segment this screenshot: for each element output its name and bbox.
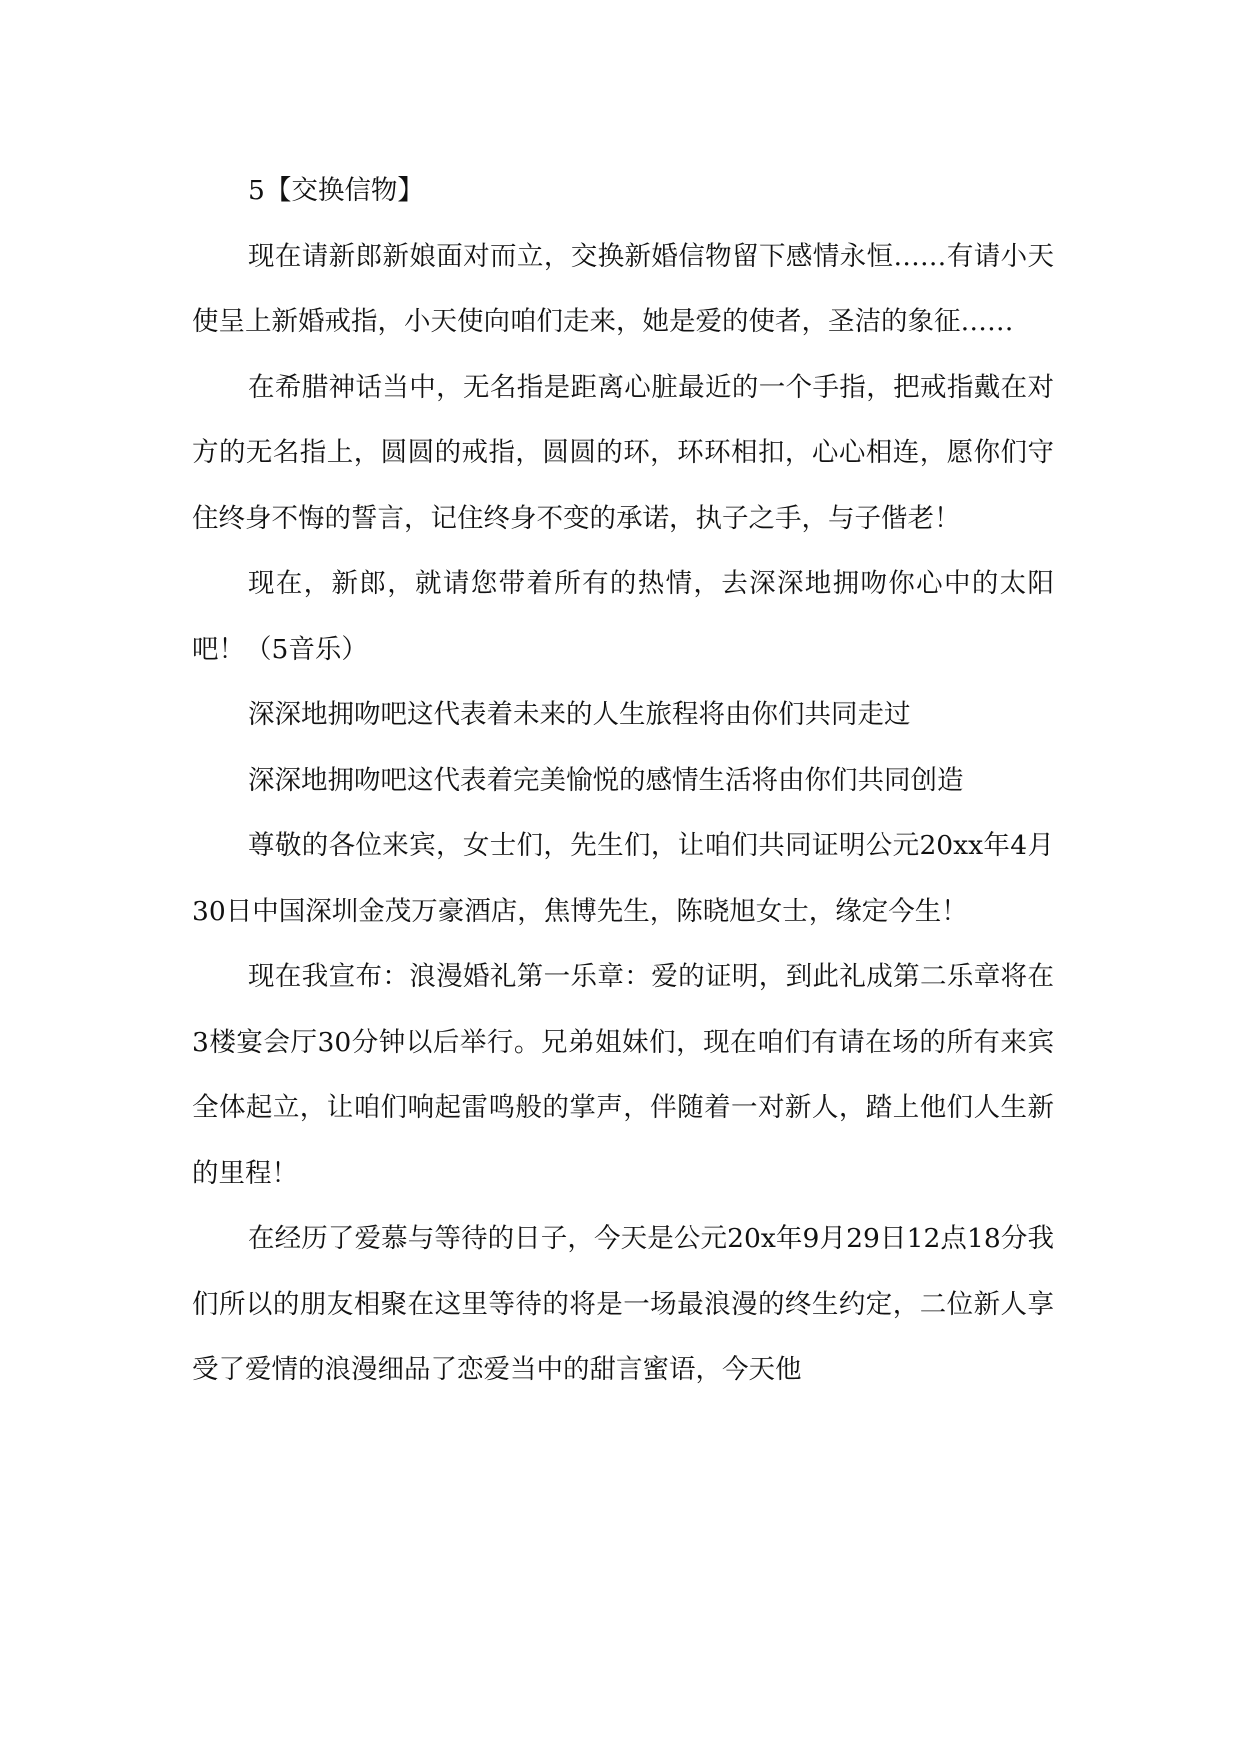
paragraph: 在经历了爱慕与等待的日子，今天是公元20x年9月29日12点18分我们所以的朋友相聚在这里等待的将是一场最浪漫的终生约定，二位新人享受了爱情的浪漫细品了恋爱当中的甜言蜜语，今天他 (192, 1223, 1054, 1385)
paragraph: 尊敬的各位来宾，女士们，先生们，让咱们共同证明公元20xx年4月30日中国深圳金茂万豪酒店，焦博先生，陈晓旭女士，缘定今生！ (192, 830, 1054, 927)
paragraph: 现在请新郎新娘面对而立，交换新婚信物留下感情永恒……有请小天使呈上新婚戒指，小天使向咱们走来，她是爱的使者，圣洁的象征…… (192, 240, 1054, 337)
paragraph: 现在我宣布：浪漫婚礼第一乐章：爱的证明，到此礼成第二乐章将在3楼宴会厅30分钟以后举行。兄弟姐妹们，现在咱们有请在场的所有来宾全体起立，让咱们响起雷鸣般的掌声，伴随着一对新人，踏上他们人生新的里程！ (192, 961, 1054, 1189)
paragraph: 现在，新郎，就请您带着所有的热情，去深深地拥吻你心中的太阳吧！（5音乐） (192, 568, 1054, 665)
paragraph: 深深地拥吻吧这代表着完美愉悦的感情生活将由你们共同创造 (248, 764, 964, 796)
paragraph: 深深地拥吻吧这代表着未来的人生旅程将由你们共同走过 (248, 699, 911, 730)
document-body (192, 158, 1054, 1403)
paragraph: 在希腊神话当中，无名指是距离心脏最近的一个手指，把戒指戴在对方的无名指上，圆圆的戒指，圆圆的环，环环相扣，心心相连，愿你们守住终身不悔的誓言，记住终身不变的承诺，执子之手，与子偕老！ (192, 371, 1054, 534)
section-heading: 5【交换信物】 (248, 175, 424, 206)
